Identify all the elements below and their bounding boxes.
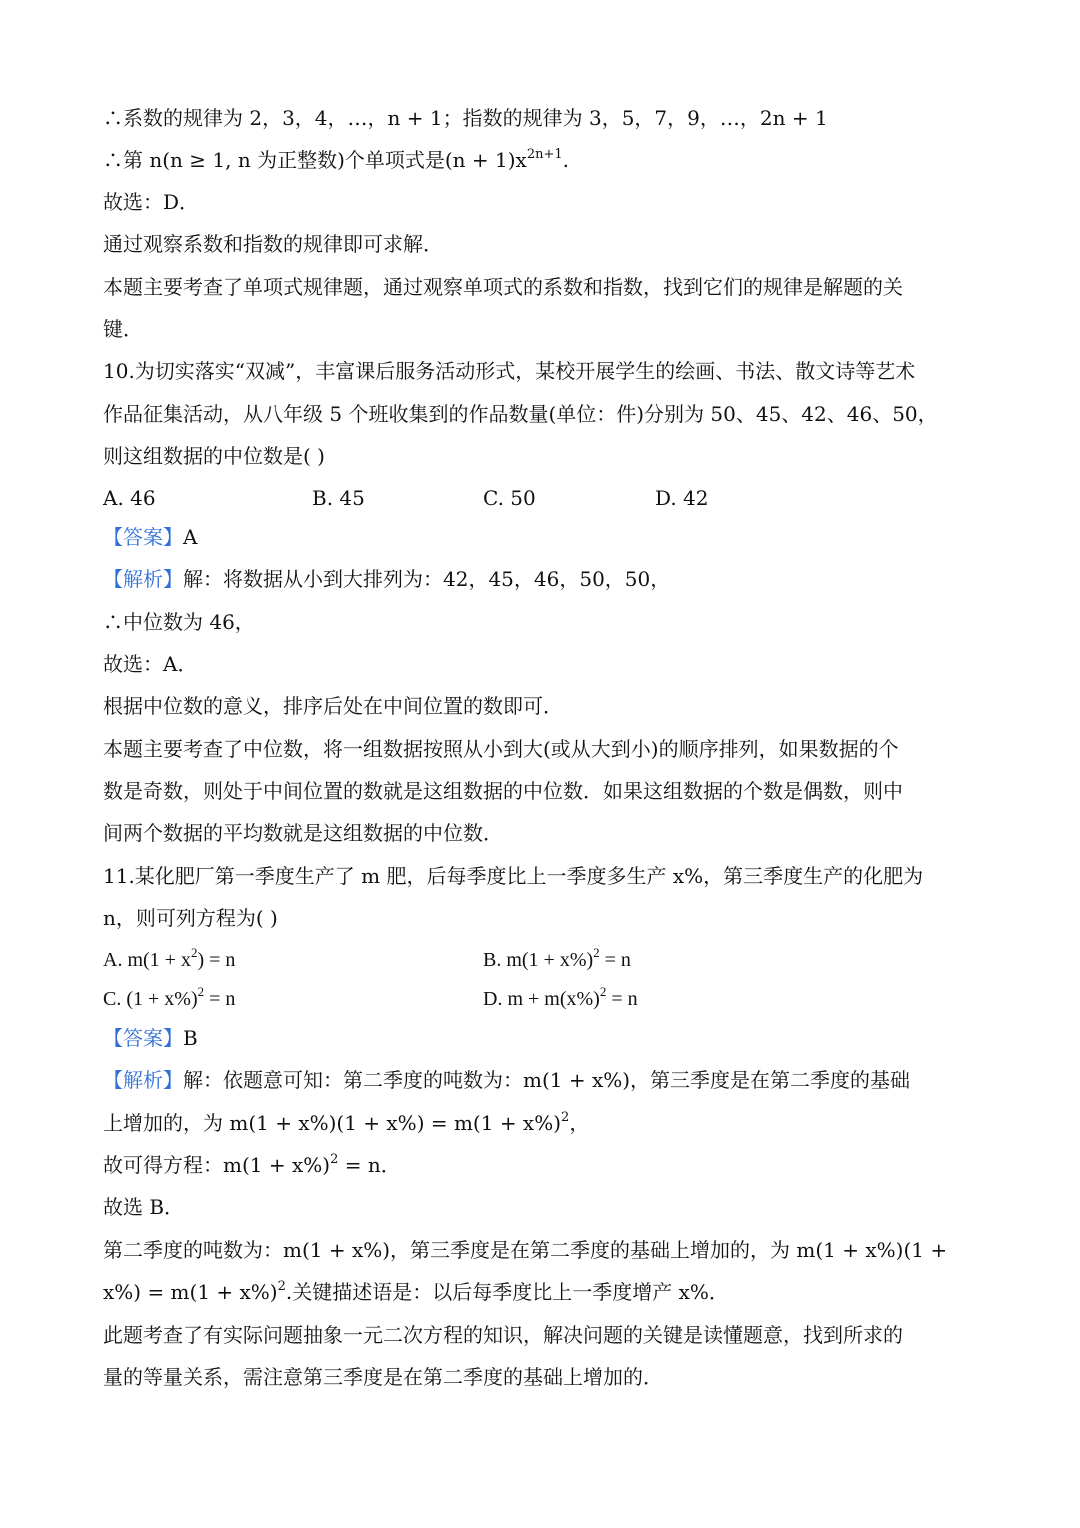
q11-analysis-line1	[103, 1066, 910, 1094]
q11-option-c-text: C. (1 + x%)	[103, 988, 198, 1010]
q10-option-b: B. 45	[312, 486, 365, 510]
q9-general-term	[103, 146, 569, 174]
q9-summary-line1: 本题主要考查了单项式规律题，通过观察单项式的系数和指数，找到它们的规律是解题的关	[103, 275, 903, 299]
q10-answer-value: A	[183, 525, 198, 549]
q11-analysis-line5: 第二季度的吨数为：m(1 + x%)，第三季度是在第二季度的基础上增加的，为 m(1 + x%)(1 +	[103, 1238, 948, 1262]
q9-choice: 故选：D．	[103, 190, 200, 214]
q11-stem-line2: n，则可列方程为( )	[103, 906, 278, 930]
q9-general-term-exponent: 2n+1	[526, 147, 563, 162]
q10-analysis-tag: 【解析】	[103, 567, 183, 591]
q10-option-c: C. 50	[483, 486, 536, 510]
q11-option-c	[103, 985, 235, 1013]
q11-option-d-exponent: 2	[599, 984, 607, 999]
q11-option-b-text: B. m(1 + x%)	[483, 949, 594, 971]
q11-analysis-line2	[103, 1109, 589, 1137]
q9-coefficient-rule: ∴系数的规律为 2，3，4，…，n + 1；指数的规律为 3，5，7，9，…，2n + 1	[103, 106, 828, 130]
q10-analysis-line6: 数是奇数，则处于中间位置的数就是这组数据的中位数．如果这组数据的个数是偶数，则中	[103, 779, 903, 803]
q11-option-a-exponent: 2	[190, 945, 198, 960]
q10-analysis-line7: 间两个数据的平均数就是这组数据的中位数．	[103, 821, 503, 845]
q10-option-d: D. 42	[655, 486, 709, 510]
q11-option-a	[103, 946, 235, 974]
q11-analysis-line6	[103, 1278, 729, 1306]
q10-stem-line3: 则这组数据的中位数是( )	[103, 444, 325, 468]
q10-stem-line1: 10.为切实落实“双减”，丰富课后服务活动形式，某校开展学生的绘画、书法、散文诗等艺术	[103, 359, 916, 383]
q10-analysis-text: 解：将数据从小到大排列为：42，45，46，50，50，	[183, 567, 671, 591]
q9-general-term-end: .	[562, 148, 570, 172]
q11-option-c-exponent: 2	[197, 984, 205, 999]
q11-analysis-line3-text: 故可得方程：m(1 + x%)	[103, 1153, 331, 1177]
q10-analysis-line1	[103, 565, 670, 593]
q10-analysis-line5: 本题主要考查了中位数，将一组数据按照从小到大(或从大到小)的顺序排列，如果数据的个	[103, 737, 899, 761]
q11-analysis-line8: 量的等量关系，需注意第三季度是在第二季度的基础上增加的．	[103, 1365, 663, 1389]
q11-analysis-line3	[103, 1151, 401, 1179]
q11-analysis-line6-end: .关键描述语是：以后每季度比上一季度增产 x%．	[285, 1280, 729, 1304]
q11-option-d-end: = n	[606, 988, 638, 1010]
q10-answer-tag: 【答案】	[103, 525, 183, 549]
q11-analysis-line3-exponent: 2	[330, 1152, 339, 1167]
q11-analysis-line6-exponent: 2	[277, 1279, 286, 1294]
q11-stem-line1: 11.某化肥厂第一季度生产了 m 肥，后每季度比上一季度多生产 x%，第三季度生产的化肥为	[103, 864, 924, 888]
q11-analysis-text: 解：依题意可知：第二季度的吨数为：m(1 + x%)，第三季度是在第二季度的基础	[183, 1068, 911, 1092]
q11-option-c-end: = n	[204, 988, 236, 1010]
q11-option-b-exponent: 2	[593, 945, 600, 960]
q11-answer-value: B	[183, 1026, 198, 1050]
q11-option-d	[483, 985, 638, 1013]
q11-analysis-line2-end: ，	[569, 1111, 590, 1135]
q11-option-d-text: D. m + m(x%)	[483, 988, 600, 1010]
q10-analysis-line2: ∴中位数为 46，	[103, 610, 255, 634]
q11-option-a-end: ) = n	[197, 949, 236, 971]
q11-analysis-tag: 【解析】	[103, 1068, 183, 1092]
q11-answer-tag: 【答案】	[103, 1026, 183, 1050]
q11-analysis-line4: 故选 B．	[103, 1195, 185, 1219]
q11-analysis-line2-exponent: 2	[561, 1110, 570, 1125]
q9-method: 通过观察系数和指数的规律即可求解．	[103, 232, 443, 256]
q11-option-b	[483, 946, 631, 974]
q10-analysis-line4: 根据中位数的意义，排序后处在中间位置的数即可．	[103, 694, 563, 718]
q10-stem-line2: 作品征集活动，从八年级 5 个班收集到的作品数量(单位：件)分别为 50、45、42、46、50，	[103, 402, 938, 426]
q11-option-a-text: A. m(1 + x	[103, 949, 191, 971]
q10-option-a: A. 46	[103, 486, 156, 510]
q11-analysis-line7: 此题考查了有实际问题抽象一元二次方程的知识，解决问题的关键是读懂题意，找到所求的	[103, 1323, 903, 1347]
q11-analysis-line2-text: 上增加的，为 m(1 + x%)(1 + x%) = m(1 + x%)	[103, 1111, 562, 1135]
q9-summary-line2: 键．	[103, 317, 143, 341]
q10-analysis-line3: 故选：A．	[103, 652, 198, 676]
q11-option-b-end: = n	[599, 949, 631, 971]
q11-analysis-line6-text: x%) = m(1 + x%)	[103, 1280, 278, 1304]
q10-answer	[103, 523, 197, 551]
q11-answer	[103, 1024, 198, 1052]
q9-general-term-text: ∴第 n(n ≥ 1, n 为正整数)个单项式是(n + 1)x	[103, 148, 527, 172]
q11-analysis-line3-end: = n．	[338, 1153, 401, 1177]
